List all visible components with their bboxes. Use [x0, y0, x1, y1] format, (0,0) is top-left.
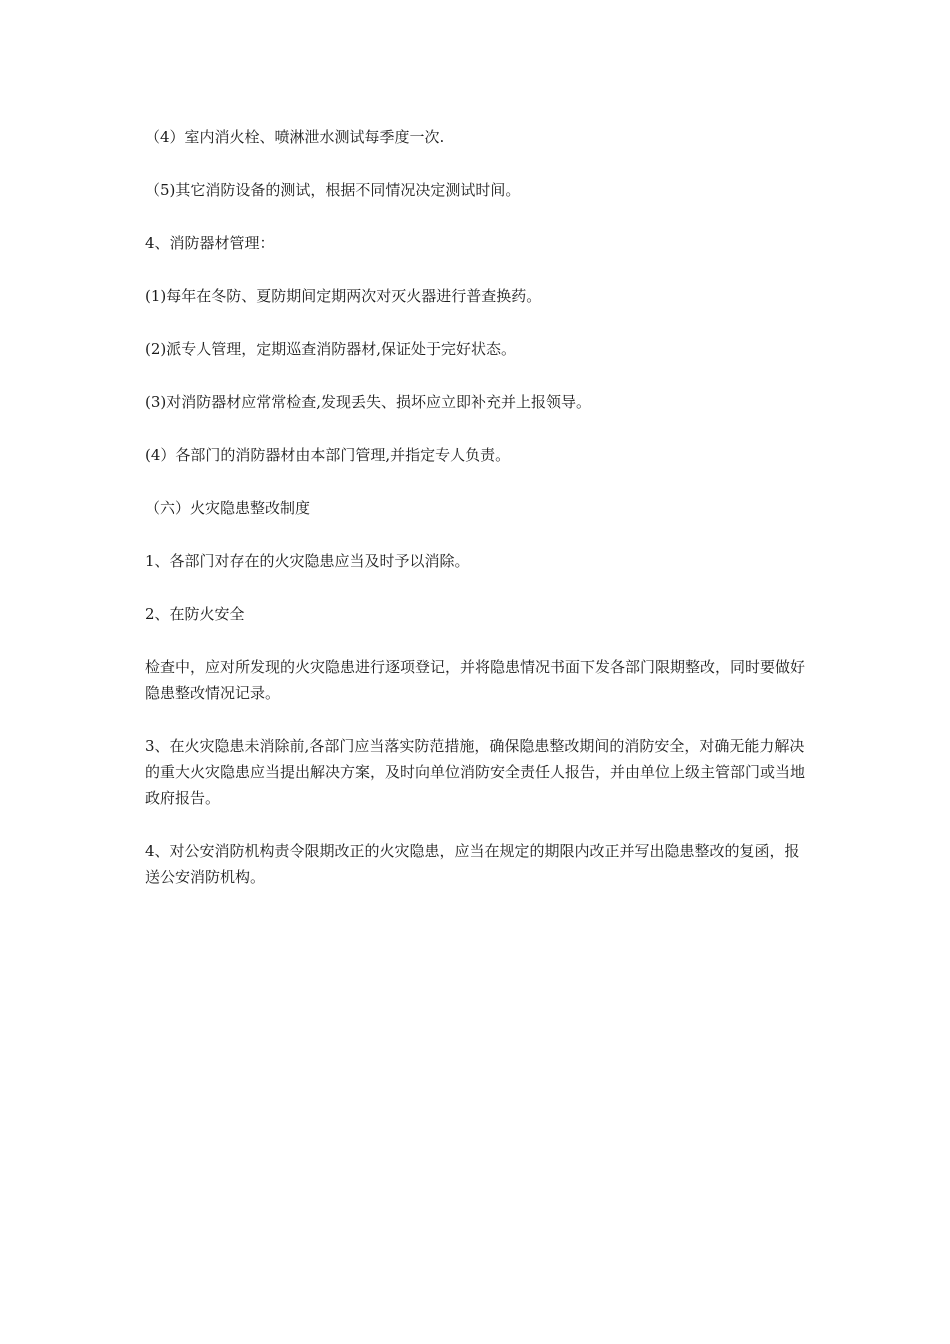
paragraph-inspection-registration: 检查中，应对所发现的火灾隐患进行逐项登记，并将隐患情况书面下发各部门限期整改，同时要做好隐患整改情况记录。 — [145, 658, 806, 702]
paragraph-extinguisher-check: (1)每年在冬防、夏防期间定期两次对灭火器进行普查换药。 — [145, 287, 542, 305]
paragraph-preventive-measures: 3、在火灾隐患未消除前,各部门应当落实防范措施，确保隐患整改期间的消防安全，对确无能力解决的重大火灾隐患应当提出解决方案，及时向单位消防安全责任人报告，并由单位上级主管部门或当地政府报告。 — [145, 737, 806, 807]
paragraph-eliminate-hazards: 1、各部门对存在的火灾隐患应当及时予以消除。 — [145, 552, 470, 570]
paragraph-hydrant-test: （4）室内消火栓、喷淋泄水测试每季度一次. — [145, 128, 445, 146]
paragraph-regular-inspection: (3)对消防器材应常常检查,发现丢失、损坏应立即补充并上报领导。 — [145, 393, 592, 411]
paragraph-other-equipment-test: （5)其它消防设备的测试，根据不同情况决定测试时间。 — [145, 181, 521, 199]
paragraph-dedicated-manager: (2)派专人管理，定期巡查消防器材,保证处于完好状态。 — [145, 340, 517, 358]
section-heading-equipment-management: 4、消防器材管理： — [145, 234, 275, 252]
paragraph-department-equipment: (4）各部门的消防器材由本部门管理,并指定专人负责。 — [145, 446, 511, 464]
paragraph-fire-safety: 2、在防火安全 — [145, 605, 245, 623]
section-heading-hazard-rectification: （六）火灾隐患整改制度 — [145, 499, 311, 517]
document-body — [145, 124, 810, 890]
paragraph-public-security-order: 4、对公安消防机构责令限期改正的火灾隐患，应当在规定的期限内改正并写出隐患整改的复函，报送公安消防机构。 — [145, 842, 800, 886]
